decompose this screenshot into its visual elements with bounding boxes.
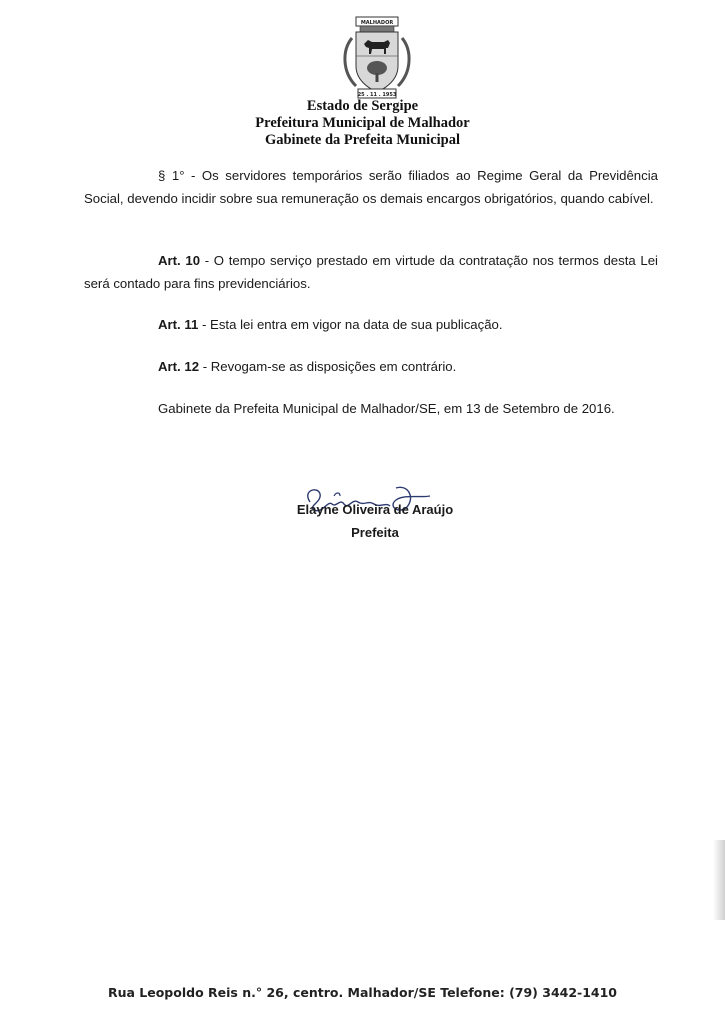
signatory-title: Prefeita: [351, 525, 399, 540]
paragraph-1-text: § 1° - Os servidores temporários serão filiados ao Regime Geral da Previdência Social, devendo incidir sobre sua remuneração os demais encargos obrigatórios, quando cabível.: [84, 168, 658, 206]
article-12-label: Art. 12: [158, 359, 200, 374]
article-11-text: - Esta lei entra em vigor na data de sua publicação.: [198, 317, 503, 332]
article-12: [84, 356, 658, 379]
article-11-label: Art. 11: [158, 317, 199, 332]
closing-paragraph: [84, 398, 658, 421]
page-edge-shadow: [713, 840, 725, 920]
article-10: [84, 250, 658, 295]
crest-top-banner: MALHADOR: [360, 20, 394, 26]
state-name: Estado de Sergipe: [306, 98, 419, 114]
crest-bottom-banner: 25 . 11 . 1953: [357, 92, 397, 98]
letterhead: [0, 98, 725, 149]
paragraph-1: [84, 165, 658, 210]
article-12-text: - Revogam-se as disposições em contrário.: [199, 359, 457, 374]
footer-address: Rua Leopoldo Reis n.° 26, centro. Malhador/SE Telefone: (79) 3442-1410: [107, 985, 618, 1000]
municipality-name: Prefeitura Municipal de Malhador: [255, 115, 470, 131]
article-10-label: Art. 10: [158, 253, 201, 268]
municipal-crest-icon: [338, 16, 416, 100]
signatory-name: Elayne Oliveira de Araújo: [296, 502, 454, 517]
article-11: [84, 314, 658, 337]
closing-text: Gabinete da Prefeita Municipal de Malhador/SE, em 13 de Setembro de 2016.: [158, 401, 615, 416]
office-name: Gabinete da Prefeita Municipal: [264, 132, 461, 148]
article-10-text: - O tempo serviço prestado em virtude da contratação nos termos desta Lei será contado para fins previdenciários.: [84, 253, 658, 291]
signature-block: [240, 480, 510, 550]
